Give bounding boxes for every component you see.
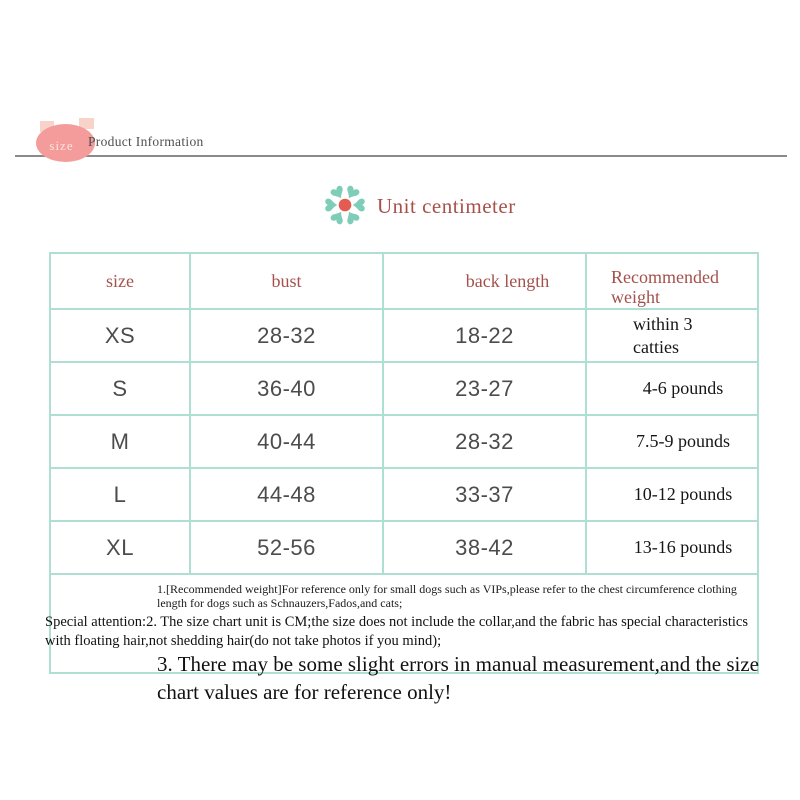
unit-heading [322, 182, 516, 233]
note-recommended-weight: 1.[Recommended weight]For reference only for small dogs such as VIPs,please refer to the chest circumference clothing length for dogs such as Schnauzers,Fados,and cats; [157, 582, 737, 611]
cell-back-length: 33-37 [383, 468, 586, 521]
section-title: Product Information [88, 134, 204, 149]
cell-bust: 40-44 [190, 415, 383, 468]
table-row-l [50, 468, 758, 521]
cell-weight: 4-6 pounds [586, 362, 758, 415]
cell-bust: 52-56 [190, 521, 383, 574]
cell-bust: 44-48 [190, 468, 383, 521]
cell-back-length: 38-42 [383, 521, 586, 574]
cell-bust: 36-40 [190, 362, 383, 415]
cell-size: M [50, 415, 190, 468]
notes-cell [45, 574, 760, 705]
cell-weight: 7.5-9 pounds [586, 415, 758, 468]
table-row-xl [50, 521, 758, 574]
cell-back-length: 18-22 [383, 309, 586, 362]
table-row-xs [50, 309, 758, 362]
notes-box [45, 575, 760, 705]
cell-weight: 13-16 pounds [586, 521, 758, 574]
column-header-recommended-weight: Recommended weight [586, 253, 758, 309]
size-chart-table [45, 252, 760, 705]
cell-back-length: 23-27 [383, 362, 586, 415]
column-header-size: size [50, 253, 190, 309]
cell-back-length: 28-32 [383, 415, 586, 468]
column-header-bust: bust [190, 253, 383, 309]
cell-size: L [50, 468, 190, 521]
cell-size: XL [50, 521, 190, 574]
cell-size: S [50, 362, 190, 415]
cell-size: XS [50, 309, 190, 362]
table-row-m [50, 415, 758, 468]
note-special-attention: Special attention:2. The size chart unit is CM;the size does not include the collar,and the fabric has special characteristics with floating hair,not shedding hair(do not take photos if you mind); [45, 613, 748, 649]
cell-weight-text: within 3 catties [633, 314, 693, 357]
cell-bust: 28-32 [190, 309, 383, 362]
cell-weight [586, 309, 758, 362]
column-header-back-length: back length [383, 253, 586, 309]
size-badge [36, 124, 95, 162]
size-badge-label: size [49, 137, 74, 153]
table-notes-row [50, 574, 758, 673]
cell-weight: 10-12 pounds [586, 468, 758, 521]
note-measurement-error: 3. There may be some slight errors in manual measurement,and the size chart values are for reference only! [157, 652, 760, 705]
table-header-row [50, 253, 758, 309]
unit-label: Unit centimeter [377, 194, 516, 218]
header-divider [15, 155, 787, 157]
flower-icon [322, 182, 368, 233]
table-row-s [50, 362, 758, 415]
